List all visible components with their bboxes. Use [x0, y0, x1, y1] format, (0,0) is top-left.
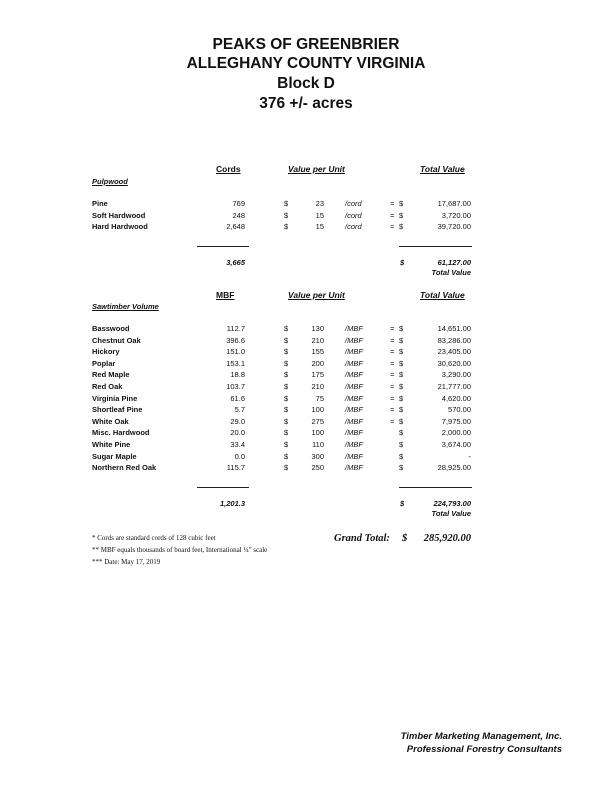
unit-value: 23 — [315, 199, 324, 208]
unit-dollar-sign: $ — [284, 335, 289, 345]
equals-sign: = — [390, 347, 395, 357]
row-total: 3,720.00 — [441, 210, 471, 220]
equals-sign: = — [390, 416, 395, 426]
equals-sign: = — [390, 358, 395, 368]
equals-sign: = — [390, 335, 395, 345]
total-dollar-sign: $ — [399, 222, 404, 231]
table-row — [0, 427, 612, 438]
unit-label: /MBF — [345, 347, 363, 357]
sawtimber-col-total-value: Total Value — [420, 290, 465, 300]
quantity: 33.4 — [230, 440, 245, 449]
row-total: 30,620.00 — [437, 358, 471, 368]
pulpwood-col-cords: Cords — [216, 164, 241, 174]
title-line-3: Block D — [277, 75, 335, 92]
row-total: 23,405.00 — [437, 347, 471, 357]
unit-value: 200 — [311, 358, 324, 368]
tree-name: Virginia Pine — [92, 393, 138, 403]
company-tagline: Professional Forestry Consultants — [406, 744, 562, 755]
unit-label: /MBF — [345, 451, 363, 461]
sawtimber-col-value-per-unit: Value per Unit — [288, 290, 345, 300]
quantity: 248 — [232, 210, 245, 220]
footnote-mbf: ** MBF equals thousands of board feet, International ¼" scale — [92, 546, 268, 554]
total-dollar-sign: $ — [399, 358, 404, 368]
company-name: Timber Marketing Management, Inc. — [400, 731, 562, 742]
unit-label: /MBF — [345, 463, 363, 473]
pulpwood-sum-qty: 3,665 — [226, 258, 245, 267]
unit-value: 15 — [315, 210, 324, 220]
row-total: 2,000.00 — [441, 428, 471, 438]
unit-value: 75 — [315, 393, 324, 403]
equals-sign: = — [390, 199, 395, 208]
row-total: 28,925.00 — [437, 463, 471, 473]
unit-dollar-sign: $ — [284, 199, 289, 208]
tree-name: Poplar — [92, 358, 116, 368]
row-total: 3,290.00 — [441, 370, 471, 380]
total-dollar-sign: $ — [399, 463, 404, 473]
unit-dollar-sign: $ — [284, 347, 289, 357]
total-dollar-sign: $ — [399, 393, 404, 403]
total-dollar-sign: $ — [399, 451, 404, 461]
total-dollar-sign: $ — [399, 428, 404, 438]
tree-name: Shortleaf Pine — [92, 405, 143, 415]
equals-sign: = — [390, 405, 395, 415]
sawtimber-sum-dollar: $ — [400, 499, 405, 508]
pulpwood-section-label: Pulpwood — [92, 177, 128, 186]
table-row — [0, 335, 612, 346]
total-dollar-sign: $ — [399, 324, 404, 333]
unit-label: /MBF — [345, 335, 363, 345]
unit-dollar-sign: $ — [284, 370, 289, 380]
unit-dollar-sign: $ — [284, 324, 289, 333]
unit-dollar-sign: $ — [284, 440, 289, 449]
quantity: 153.1 — [226, 358, 245, 368]
quantity: 2,648 — [226, 222, 245, 231]
unit-dollar-sign: $ — [284, 382, 289, 391]
table-row — [0, 404, 612, 415]
equals-sign: = — [390, 324, 395, 333]
grand-total-value: 285,920.00 — [423, 533, 471, 544]
quantity: 20.0 — [230, 428, 245, 438]
row-total: 570.00 — [448, 405, 471, 415]
row-total: 21,777.00 — [437, 382, 471, 391]
sawtimber-total-sum-line — [399, 487, 472, 488]
table-row — [0, 358, 612, 369]
row-total: 39,720.00 — [437, 222, 471, 231]
unit-value: 175 — [311, 370, 324, 380]
unit-value: 130 — [311, 324, 324, 333]
tree-name: Hard Hardwood — [92, 222, 148, 231]
unit-dollar-sign: $ — [284, 416, 289, 426]
quantity: 112.7 — [226, 324, 245, 333]
unit-value: 15 — [315, 222, 324, 231]
unit-value: 300 — [311, 451, 324, 461]
unit-label: /MBF — [345, 358, 363, 368]
unit-value: 210 — [311, 382, 324, 391]
unit-dollar-sign: $ — [284, 428, 289, 438]
unit-label: /MBF — [345, 428, 363, 438]
footnote-cords: * Cords are standard cords of 128 cubic feet — [92, 534, 216, 542]
tree-name: White Pine — [92, 440, 131, 449]
tree-name: Misc. Hardwood — [92, 428, 150, 438]
unit-value: 210 — [311, 335, 324, 345]
quantity: 769 — [232, 199, 245, 208]
table-row — [0, 416, 612, 427]
row-total: 14,651.00 — [437, 324, 471, 333]
quantity: 0.0 — [234, 451, 245, 461]
quantity: 115.7 — [226, 463, 245, 473]
equals-sign: = — [390, 382, 395, 391]
sawtimber-sum-qty: 1,201.3 — [219, 499, 245, 508]
unit-dollar-sign: $ — [284, 405, 289, 415]
row-total: 3,674.00 — [441, 440, 471, 449]
table-row — [0, 381, 612, 392]
row-total: 83,286.00 — [437, 335, 471, 345]
unit-label: /MBF — [345, 324, 363, 333]
total-dollar-sign: $ — [399, 370, 404, 380]
table-row — [0, 451, 612, 462]
unit-label: /MBF — [345, 416, 363, 426]
total-dollar-sign: $ — [399, 405, 404, 415]
table-row — [0, 346, 612, 357]
total-dollar-sign: $ — [399, 382, 404, 391]
table-row — [0, 439, 612, 450]
title-line-1: PEAKS OF GREENBRIER — [212, 36, 400, 53]
unit-label: /MBF — [345, 370, 363, 380]
quantity: 18.8 — [230, 370, 245, 380]
unit-value: 110 — [312, 440, 324, 449]
tree-name: Sugar Maple — [92, 451, 137, 461]
title-line-4: 376 +/- acres — [259, 95, 353, 112]
grand-total-label: Grand Total: — [334, 533, 390, 544]
tree-name: Pine — [92, 199, 108, 208]
total-dollar-sign: $ — [399, 335, 404, 345]
quantity: 61.6 — [230, 393, 245, 403]
equals-sign: = — [390, 210, 395, 220]
pulpwood-total-sum-line — [399, 246, 472, 247]
pulpwood-sum-dollar: $ — [400, 258, 405, 267]
unit-label: /MBF — [345, 405, 363, 415]
tree-name: Hickory — [92, 347, 120, 357]
table-row — [0, 221, 612, 232]
tree-name: White Oak — [92, 416, 129, 426]
total-dollar-sign: $ — [399, 199, 404, 208]
unit-label: /cord — [345, 210, 362, 220]
unit-dollar-sign: $ — [284, 451, 289, 461]
table-row — [0, 198, 612, 209]
unit-value: 100 — [311, 405, 324, 415]
unit-dollar-sign: $ — [284, 463, 289, 473]
table-row — [0, 393, 612, 404]
sawtimber-sum-total: 224,793.00 — [433, 499, 471, 508]
table-row — [0, 369, 612, 380]
quantity: 151.0 — [226, 347, 245, 357]
pulpwood-qty-sum-line — [197, 246, 249, 247]
quantity: 103.7 — [226, 382, 245, 391]
tree-name: Northern Red Oak — [92, 463, 157, 473]
quantity: 396.6 — [226, 335, 245, 345]
quantity: 5.7 — [234, 405, 245, 415]
unit-dollar-sign: $ — [284, 358, 289, 368]
unit-label: /MBF — [345, 440, 363, 449]
sawtimber-col-mbf: MBF — [216, 290, 235, 300]
equals-sign: = — [390, 370, 395, 380]
pulpwood-col-value-per-unit: Value per Unit — [288, 164, 345, 174]
pulpwood-sum-total: 61,127.00 — [437, 258, 471, 267]
tree-name: Basswood — [92, 324, 130, 333]
tree-name: Red Oak — [92, 382, 123, 391]
pulpwood-col-total-value: Total Value — [420, 164, 465, 174]
unit-dollar-sign: $ — [284, 222, 289, 231]
total-dollar-sign: $ — [399, 440, 404, 449]
unit-dollar-sign: $ — [284, 210, 289, 220]
sawtimber-sum-label: Total Value — [431, 509, 471, 518]
total-dollar-sign: $ — [399, 347, 404, 357]
row-total: - — [468, 451, 471, 461]
pulpwood-sum-label: Total Value — [431, 268, 471, 277]
equals-sign: = — [390, 393, 395, 403]
title-line-2: ALLEGHANY COUNTY VIRGINIA — [186, 55, 426, 72]
total-dollar-sign: $ — [399, 210, 404, 220]
footnote-date: *** Date: May 17, 2019 — [92, 558, 161, 566]
unit-value: 100 — [311, 428, 324, 438]
table-row — [0, 210, 612, 221]
unit-value: 250 — [311, 463, 324, 473]
unit-label: /cord — [345, 222, 362, 231]
table-row — [0, 462, 612, 473]
table-row — [0, 323, 612, 334]
tree-name: Soft Hardwood — [92, 210, 146, 220]
sawtimber-qty-sum-line — [197, 487, 249, 488]
equals-sign: = — [390, 222, 395, 231]
row-total: 7,975.00 — [441, 416, 471, 426]
quantity: 29.0 — [230, 416, 245, 426]
grand-total-dollar: $ — [402, 533, 408, 544]
unit-value: 275 — [311, 416, 324, 426]
tree-name: Chestnut Oak — [92, 335, 141, 345]
row-total: 4,620.00 — [441, 393, 471, 403]
sawtimber-section-label: Sawtimber Volume — [92, 302, 159, 311]
unit-label: /MBF — [345, 382, 363, 391]
unit-label: /cord — [345, 199, 362, 208]
unit-value: 155 — [311, 347, 324, 357]
unit-dollar-sign: $ — [284, 393, 289, 403]
total-dollar-sign: $ — [399, 416, 404, 426]
tree-name: Red Maple — [92, 370, 130, 380]
row-total: 17,687.00 — [437, 199, 471, 208]
unit-label: /MBF — [345, 393, 363, 403]
